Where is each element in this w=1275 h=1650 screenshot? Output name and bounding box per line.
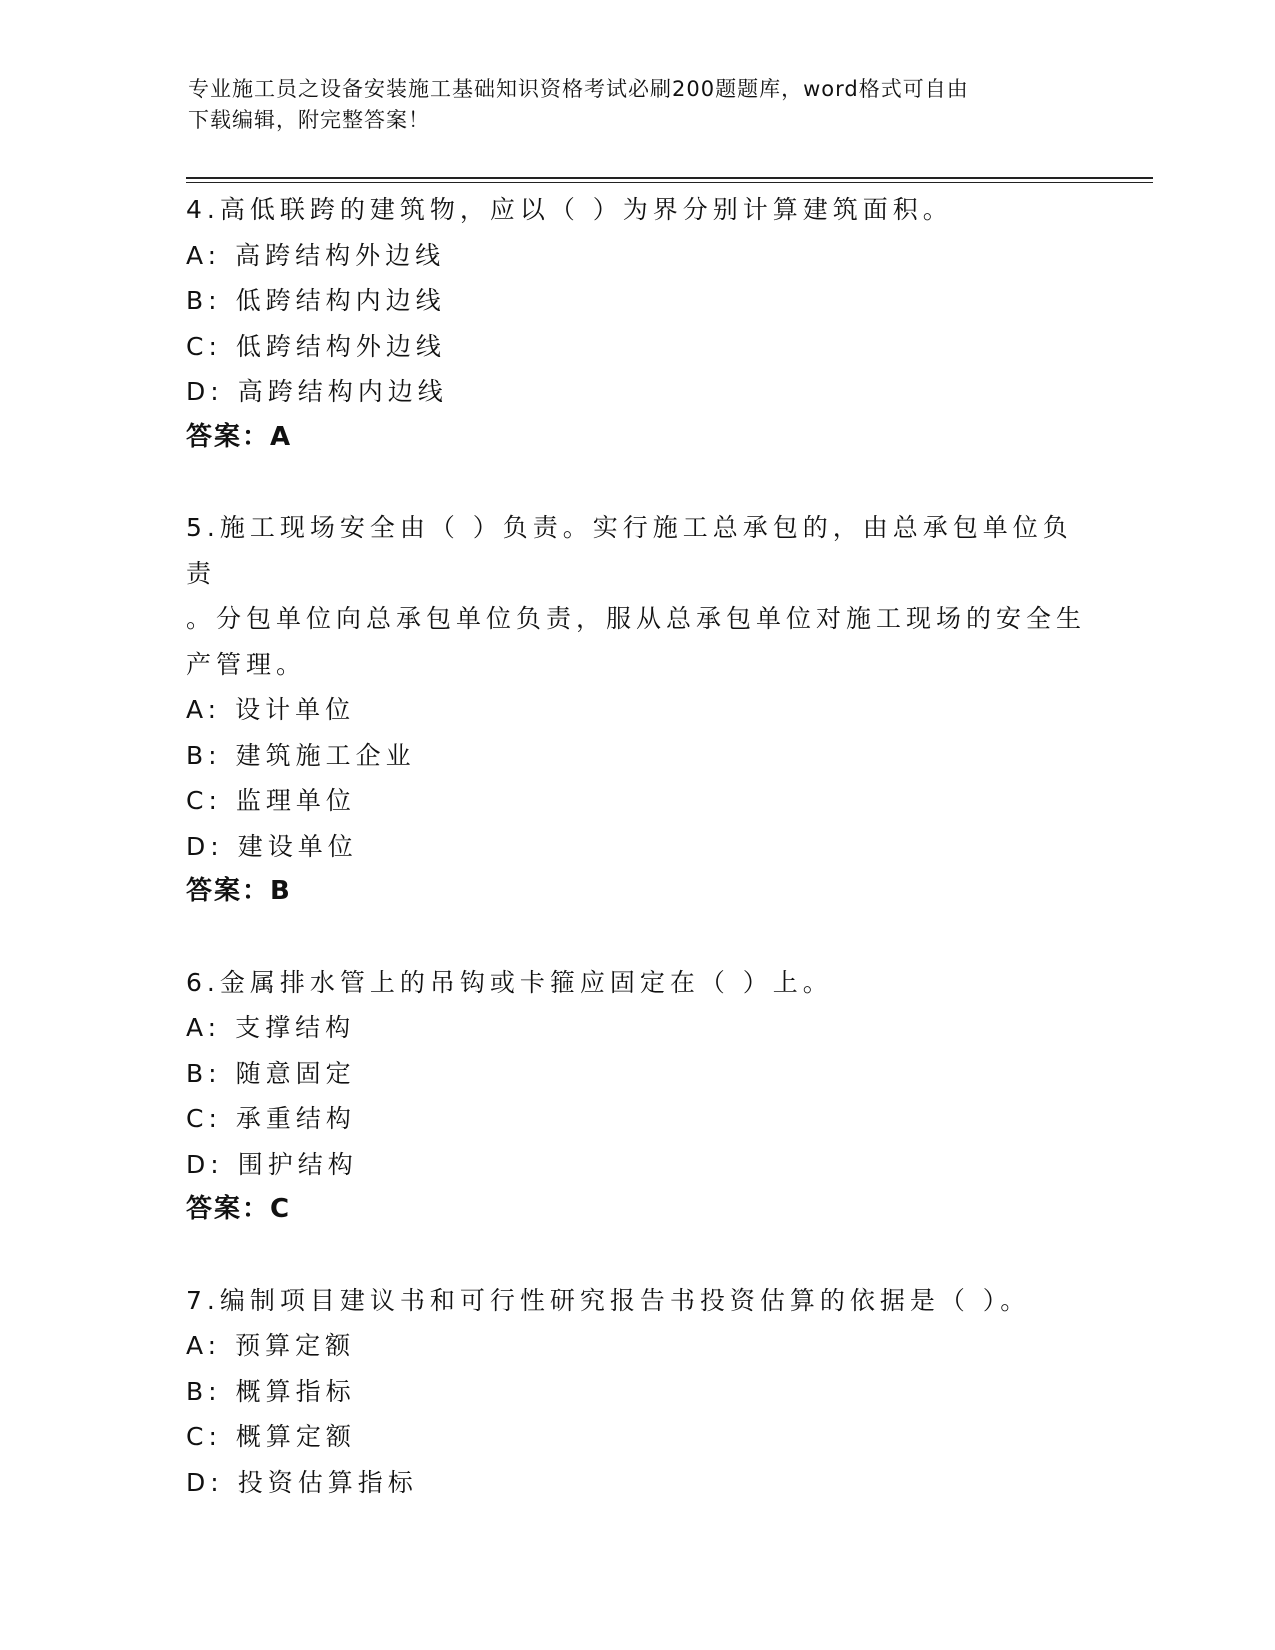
question-text: 6.金属排水管上的吊钩或卡箍应固定在（ ）上。 (186, 967, 833, 997)
question-list (186, 187, 1086, 1550)
option-c: C: 低跨结构外边线 (186, 331, 446, 361)
option-d: D: 高跨结构内边线 (186, 377, 448, 406)
option-b: B: 概算指标 (186, 1376, 356, 1406)
option-a: A: 支撑结构 (186, 1013, 356, 1042)
question-text-line-3: 产管理。 (186, 649, 307, 679)
option-a: A: 高跨结构外边线 (186, 240, 446, 270)
question-5 (186, 505, 1086, 915)
header-line-1: 专业施工员之设备安装施工基础知识资格考试必刷200题题库，word格式可自由 (188, 77, 969, 101)
header-divider-thick (186, 177, 1153, 179)
option-c: C: 监理单位 (186, 786, 356, 815)
option-c: C: 承重结构 (186, 1104, 356, 1133)
document-header (188, 74, 1068, 136)
option-d: D: 围护结构 (186, 1149, 358, 1179)
header-line-2: 下载编辑，附完整答案！ (188, 108, 430, 132)
answer: 答案：A (186, 421, 293, 452)
answer: 答案：C (186, 1194, 292, 1224)
option-c: C: 概算定额 (186, 1422, 356, 1451)
question-6 (186, 960, 1086, 1233)
answer: 答案：B (186, 876, 292, 906)
option-a: A: 预算定额 (186, 1331, 356, 1360)
question-text: 7.编制项目建议书和可行性研究报告书投资估算的依据是（ ）。 (186, 1285, 1031, 1315)
option-d: D: 投资估算指标 (186, 1467, 418, 1497)
question-text: 4.高低联跨的建筑物，应以（ ）为界分别计算建筑面积。 (186, 195, 953, 224)
question-7 (186, 1278, 1086, 1506)
option-b: B: 建筑施工企业 (186, 740, 416, 770)
option-d: D: 建设单位 (186, 831, 358, 861)
header-divider-thin (186, 182, 1153, 183)
option-a: A: 设计单位 (186, 695, 356, 724)
question-4 (186, 187, 1086, 460)
question-text-line-2: 。分包单位向总承包单位负责，服从总承包单位对施工现场的安全生 (186, 604, 1087, 633)
question-text-line-1: 5.施工现场安全由（ ）负责。实行施工总承包的，由总承包单位负责 (186, 513, 1073, 588)
option-b: B: 随意固定 (186, 1058, 356, 1088)
option-b: B: 低跨结构内边线 (186, 286, 446, 315)
